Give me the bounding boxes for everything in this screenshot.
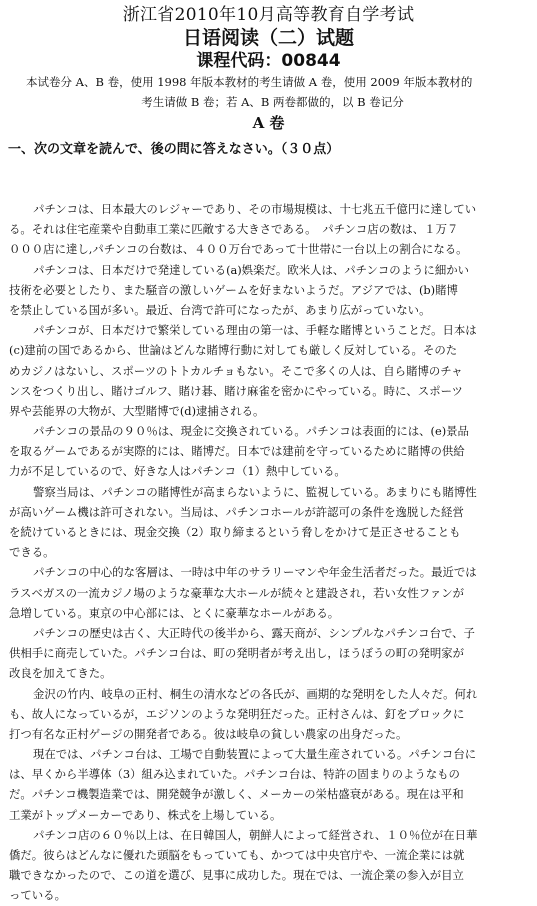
reading-passage bbox=[9, 199, 529, 906]
passage-line: パチンコの景品の９０％は、現金に交換されている。パチンコは表面的には、(e)景品 bbox=[33, 424, 469, 439]
passage-line: パチンコの歴史は古く、大正時代の後半から、露天商が、シンプルなパチンコ台で、子 bbox=[33, 625, 475, 640]
passage-line: 技術を必要としたり、また騒音の激しいゲームを好まないようだ。アジアでは、(b)賭博 bbox=[9, 282, 458, 297]
passage-line: 打つ有名な正村ゲージの開発者である。彼は岐阜の貧しい農家の出身だった。 bbox=[9, 726, 408, 741]
passage-line: パチンコが、日本だけで繁栄している理由の第一は、手軽な賭博ということだ。日本は bbox=[33, 323, 477, 338]
passage-line: ンスをつくり出し、賭けゴルフ、賭け碁、賭け麻雀を密かにやっている。時に、スポーツ bbox=[9, 383, 463, 398]
passage-line: 供相手に商売していた。パチンコ台は、町の発明者が考え出し，ほうぼうの町の発明家が bbox=[9, 646, 465, 661]
passage-line: 金沢の竹内、岐阜の正村、桐生の清水などの各氏が、画期的な発明をした人々だ。何れ bbox=[33, 686, 478, 701]
passage-line: 改良を加えてきた。 bbox=[9, 666, 112, 681]
passage-line: できる。 bbox=[9, 545, 55, 560]
passage-line: が高いゲーム機は許可されない。当局は、パチンコホールが許認可の条件を逸脱した経営 bbox=[9, 504, 464, 519]
passage-line: パチンコの中心的な客層は、一時は中年のサラリーマンや年金生活者だった。最近では bbox=[33, 565, 477, 580]
passage-line: 急増している。東京の中心部には、とくに豪華なホールがある。 bbox=[9, 605, 340, 620]
section-label: A 卷 bbox=[252, 114, 285, 132]
passage-line: も、故人になっているが，エジソンのような発明狂だった。正村さんは、釘をブロックに bbox=[9, 706, 465, 721]
passage-line: を取るゲームであるが実際的には、賭博だ。日本では建前を守っているために賭博の供給 bbox=[9, 444, 465, 459]
passage-line: 界や芸能界の大物が、大型賭博で(d)逮捕される。 bbox=[9, 403, 265, 418]
passage-line: 現在では、パチンコ台は、工場で自動装置によって大量生産されている。パチンコ台に bbox=[33, 747, 477, 762]
passage-line: (c)建前の国であるから、世論はどんな賭博行動に対しても厳しく反対している。そのた bbox=[9, 343, 458, 358]
passage-line: 職できなかったので、この道を選び、見事に成功した。現在では、一流企業の参入が目立 bbox=[9, 868, 464, 883]
exam-title: 浙江省2010年10月高等教育自学考试 bbox=[122, 5, 415, 25]
passage-line: 工業がトップメーカーであり、株式を上場している。 bbox=[9, 807, 282, 822]
passage-line: パチンコ店の６０％以上は、在日韓国人，朝鮮人によって経営され、１０％位が在日華 bbox=[33, 827, 478, 842]
passage-line: 警察当局は、パチンコの賭博性が高まらないように、監視している。あまりにも賭博性 bbox=[33, 484, 477, 499]
passage-line: だ。パチンコ機製造業では、開発競争が激しく、メーカーの栄枯盛衰がある。現在は平和 bbox=[9, 787, 464, 802]
instruction-line-2: 考生请做 B 卷；若 A、B 两卷都做的，以 B 卷记分 bbox=[141, 95, 404, 109]
course-code: 课程代码：00844 bbox=[196, 51, 341, 71]
passage-line: は、早くから半導体（3）組み込まれていた。パチンコ台は、特許の固まりのようなもの bbox=[9, 767, 460, 782]
instruction-line-1: 本试卷分 A、B 卷，使用 1998 年版本教材的考生请做 A 卷，使用 2009 年版本教材的 bbox=[26, 75, 473, 89]
passage-line: 力が不足しているので、好きな人はパチンコ（1）熱中している。 bbox=[9, 464, 346, 479]
passage-line: る。それは住宅産業や自動車工業に匹敵する大きさである。 パチンコ店の数は、１万７ bbox=[9, 222, 459, 237]
passage-line: っている。 bbox=[9, 888, 66, 903]
subject-title: 日语阅读（二）试题 bbox=[182, 27, 354, 49]
passage-line: パチンコは、日本最大のレジャーであり、その市場規模は、十七兆五千億円に達してい bbox=[33, 202, 477, 216]
passage-line: ０００店に達し,パチンコの台数は、４００万台であって十世帯に一台以上の割合になる。 bbox=[9, 242, 468, 257]
passage-line: めカジノはないし、スポーツのトトカルチョもない。そこで多くの人は、自ら賭博のチャ bbox=[9, 363, 463, 378]
passage-line: を禁止している国が多い。最近、台湾で許可になったが、あまり広がっていない。 bbox=[9, 302, 431, 317]
passage-line: を続けているときには、現金交換（2）取り締まるという脅しをかけて是正させることも bbox=[9, 525, 461, 539]
passage-line: ラスベガスの一流カジノ場のような豪華な大ホールが続々と建設され，若い女性ファンが bbox=[9, 585, 465, 600]
passage-line: パチンコは、日本だけで発達している(a)娯楽だ。欧米人は、パチンコのように細かい bbox=[33, 262, 469, 277]
question-heading: 一、次の文章を読んで、後の問に答えなさい。（３０点） bbox=[8, 142, 340, 157]
passage-line: 僑だ。彼らはどんなに優れた頭脳をもっていても、かつては中央官庁や、一流企業には就 bbox=[9, 848, 465, 862]
